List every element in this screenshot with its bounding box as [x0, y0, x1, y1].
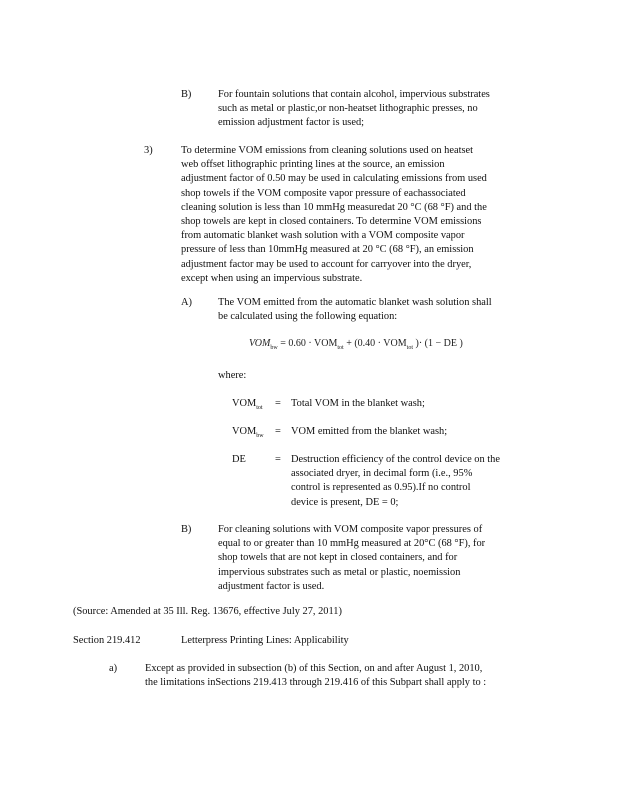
definition-term: VOM: [232, 398, 257, 409]
equation-term-2-sub: tot: [406, 345, 413, 351]
equation-lhs: VOM: [249, 338, 271, 349]
text-line: adjustment factor of 0.50 may be used in calculating emissions from used: [181, 173, 487, 185]
text-line: control is represented as 0.95).If no control: [291, 482, 471, 494]
text-line: adjustment factor is used.: [218, 580, 325, 592]
section-title: Letterpress Printing Lines: Applicability: [181, 635, 349, 646]
text-line: For cleaning solutions with VOM composite vapor pressures of: [218, 524, 483, 535]
equation-lhs-sub: bw: [270, 345, 278, 351]
text-line: Except as provided in subsection (b) of this Section, on and after August 1, 2010,: [145, 663, 483, 674]
definition-vom-tot-text: [291, 397, 541, 411]
item-b2-text: [218, 523, 538, 594]
definition-de-text: [291, 453, 541, 510]
definition-equals: =: [275, 426, 281, 437]
item-a1-label: A): [181, 297, 192, 308]
item-3-label: 3): [144, 145, 153, 156]
item-b1-label: B): [181, 89, 192, 100]
text-line: from automatic blanket wash solution with a VOM composite vapor: [181, 230, 465, 242]
text-line: shop towels if the VOM composite vapor pressure of eachassociated: [181, 187, 466, 199]
text-line: be calculated using the following equation:: [218, 311, 398, 323]
subsection-a-label: a): [109, 663, 118, 674]
text-line: the limitations inSections 219.413 through 219.416 of this Subpart shall apply to :: [145, 677, 487, 689]
source-note: (Source: Amended at 35 Ill. Reg. 13676, effective July 27, 2011): [73, 606, 342, 617]
definition-term-sub: tot: [256, 405, 263, 412]
definition-term: DE: [232, 454, 246, 465]
definition-term: VOM: [232, 426, 257, 437]
text-line: device is present, DE = 0;: [291, 496, 399, 508]
text-line: cleaning solution is less than 10 mmHg measuredat 20 °C (68 °F) and the: [181, 201, 487, 213]
definition-equals: =: [275, 454, 281, 465]
text-line: shop towels that are not kept in closed containers, and for: [218, 552, 458, 564]
definition-vom-bw-term: [232, 425, 264, 443]
item-3-text: [181, 144, 541, 286]
definition-equals: =: [275, 398, 281, 409]
text-line: such as metal or plastic,or non-heatset lithographic presses, no: [218, 103, 478, 115]
text-line: VOM emitted from the blanket wash;: [291, 426, 448, 437]
equation-term-1-sub: tot: [337, 345, 344, 351]
equation: [249, 338, 463, 351]
equation-term-1: = 0.60 · VOM: [280, 338, 338, 349]
item-b2-label: B): [181, 524, 192, 535]
text-line: shop towels are kept in closed containers. To determine VOM emissions: [181, 216, 482, 228]
text-line: For fountain solutions that contain alcohol, impervious substrates: [218, 89, 490, 100]
definition-vom-tot-term: [232, 397, 263, 415]
equation-term-3: )· (1 − DE ): [415, 338, 463, 349]
item-a1-text: [218, 296, 538, 324]
item-b1-text: [218, 88, 538, 131]
definition-vom-bw-text: [291, 425, 541, 439]
subsection-a-text: [145, 662, 545, 690]
text-line: associated dryer, in decimal form (i.e., 95%: [291, 468, 473, 480]
text-line: impervious substrates such as metal or plastic, noemission: [218, 566, 461, 578]
text-line: Destruction efficiency of the control device on the: [291, 454, 500, 465]
text-line: emission adjustment factor is used;: [218, 117, 365, 129]
text-line: web offset lithographic printing lines at the source, an emission: [181, 159, 445, 171]
text-line: pressure of less than 10mmHg measured at 20 °C (68 °F), an emission: [181, 244, 474, 256]
text-line: adjustment factor may be used to account for carryover into the dryer,: [181, 258, 472, 270]
definition-term-sub: bw: [256, 433, 264, 440]
text-line: To determine VOM emissions from cleaning solutions used on heatset: [181, 145, 473, 156]
where-label: where:: [218, 370, 247, 381]
definition-de-term: [232, 453, 246, 467]
section-number: Section 219.412: [73, 635, 141, 646]
text-line: equal to or greater than 10 mmHg measured at 20°C (68 °F), for: [218, 538, 486, 550]
text-line: except when using an impervious substrate.: [181, 272, 363, 284]
text-line: The VOM emitted from the automatic blanket wash solution shall: [218, 297, 492, 308]
equation-term-2: + (0.40 · VOM: [346, 338, 407, 349]
text-line: Total VOM in the blanket wash;: [291, 398, 425, 409]
